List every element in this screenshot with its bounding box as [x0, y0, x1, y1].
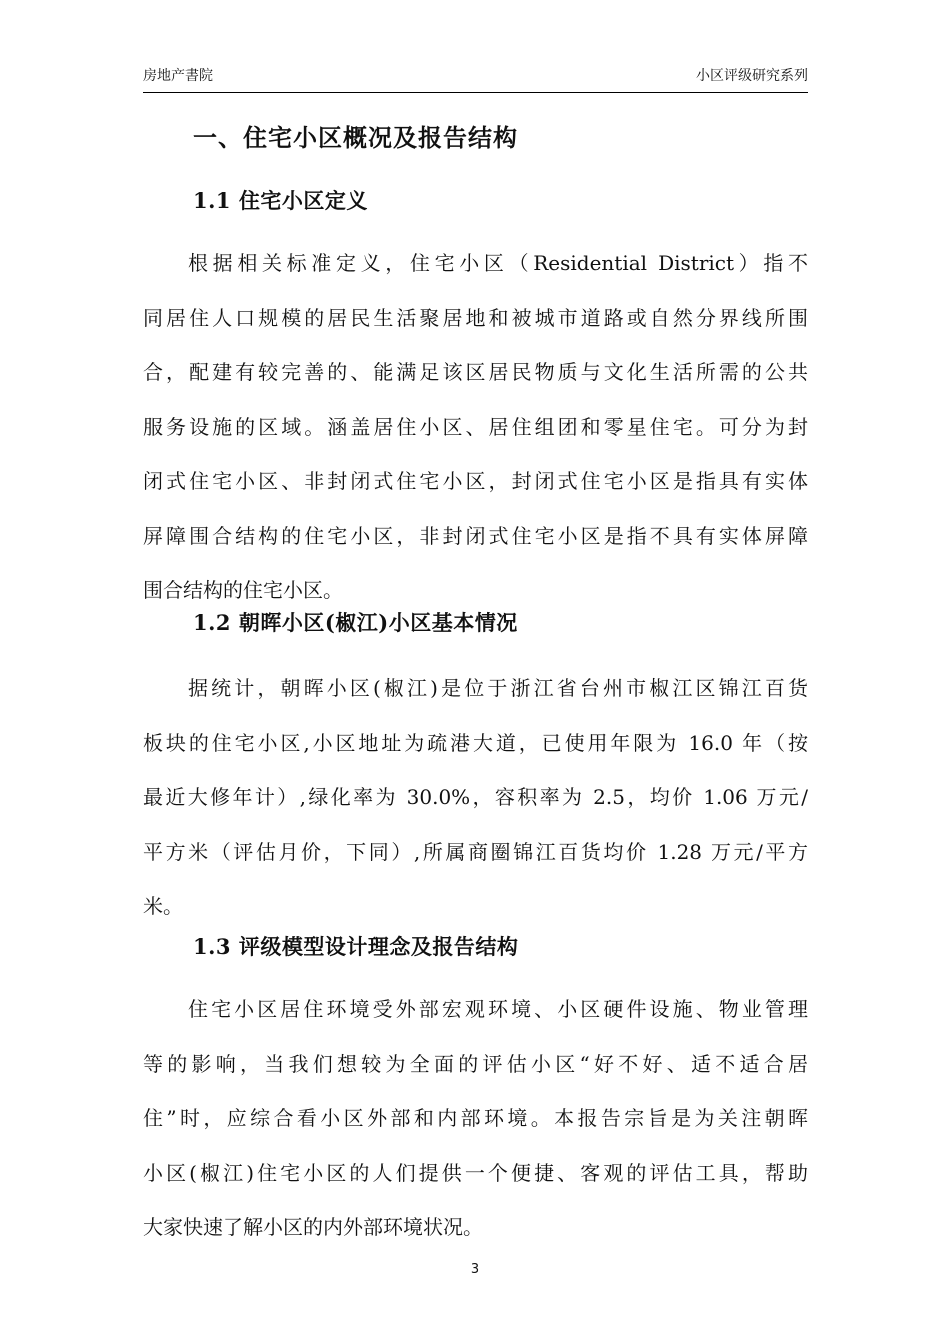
subsection-heading-1-3: 1.3 评级模型设计理念及报告结构 [193, 934, 519, 959]
paragraph-line: 板块的住宅小区,小区地址为疏港大道，已使用年限为 16.0 年（按 [143, 730, 808, 755]
paragraph-line: 住宅小区居住环境受外部宏观环境、小区硬件设施、物业管理 [188, 997, 808, 1021]
paragraph-line: 根据相关标准定义，住宅小区（Residential District）指不 [188, 251, 808, 275]
paragraph-line: 平方米（评估月价，下同）,所属商圈锦江百货均价 1.28 万元/平方 [143, 839, 808, 864]
paragraph-basic-info [143, 661, 808, 934]
header-publisher: 房地产書院 [143, 68, 213, 84]
page-number: 3 [470, 1262, 480, 1277]
page-header [143, 66, 808, 93]
paragraph-line: 服务设施的区域。涵盖居住小区、居住组团和零星住宅。可分为封 [143, 414, 808, 439]
paragraph-line: 最近大修年计）,绿化率为 30.0%，容积率为 2.5，均价 1.06 万元/ [143, 785, 808, 809]
paragraph-line: 围合结构的住宅小区。 [143, 578, 343, 602]
paragraph-line: 同居住人口规模的居民生活聚居地和被城市道路或自然分界线所围 [143, 305, 808, 330]
paragraph-line: 闭式住宅小区、非封闭式住宅小区，封闭式住宅小区是指具有实体 [143, 469, 808, 493]
paragraph-line: 据统计，朝晖小区(椒江)是位于浙江省台州市椒江区锦江百货 [188, 676, 808, 700]
paragraph-line: 等的影响，当我们想较为全面的评估小区“好不好、适不适合居 [143, 1051, 808, 1076]
paragraph-line: 住”时，应综合看小区外部和内部环境。本报告宗旨是为关注朝晖 [143, 1106, 808, 1130]
paragraph-line: 屏障围合结构的住宅小区，非封闭式住宅小区是指不具有实体屏障 [143, 523, 808, 548]
paragraph-model-design [143, 982, 808, 1255]
paragraph-line: 小区(椒江)住宅小区的人们提供一个便捷、客观的评估工具，帮助 [143, 1160, 808, 1185]
paragraph-line: 米。 [143, 894, 183, 918]
header-series-title: 小区评级研究系列 [696, 68, 808, 84]
subsection-heading-1-1: 1.1 住宅小区定义 [193, 188, 368, 213]
paragraph-line: 合，配建有较完善的、能满足该区居民物质与文化生活所需的公共 [143, 360, 808, 384]
section-title: 一、住宅小区概况及报告结构 [193, 123, 518, 152]
paragraph-line: 大家快速了解小区的内外部环境状况。 [143, 1215, 483, 1239]
paragraph-definition [143, 236, 808, 618]
subsection-heading-1-2: 1.2 朝晖小区(椒江)小区基本情况 [193, 610, 518, 635]
